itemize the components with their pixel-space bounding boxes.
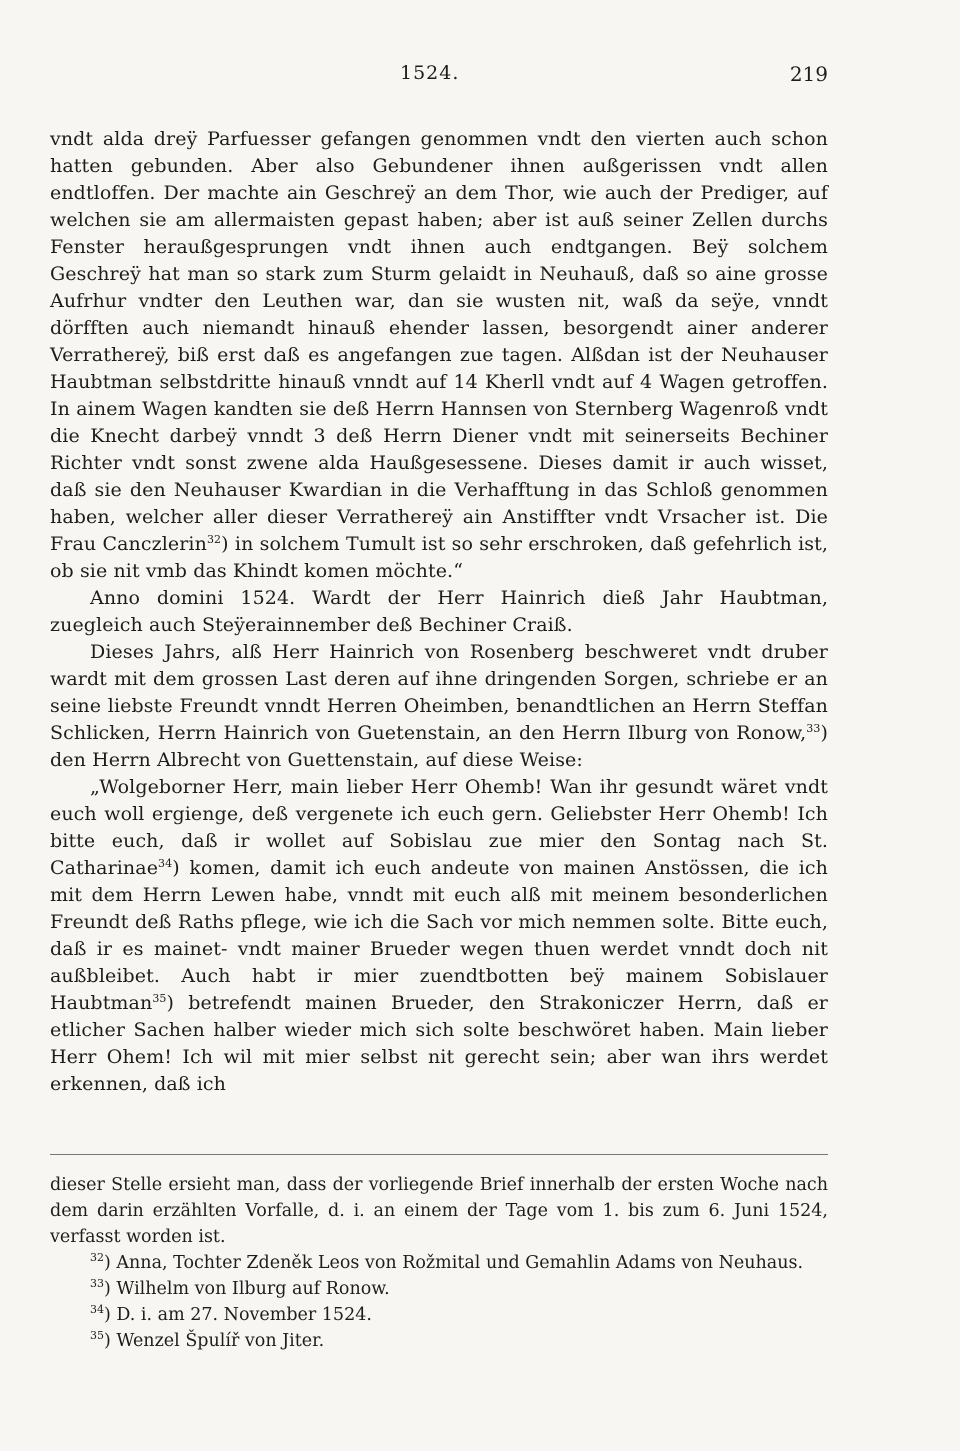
paragraph-3-text-b: ) den Herrn Albrecht von Guettenstain, auf diese Weise: <box>50 722 828 771</box>
paragraph-4-text-a: „Wolgeborner Herr, main lieber Herr Ohemb! Wan ihr gesundt wäret vndt euch woll ergienge, deß vergenete ich euch gern. Geliebster Herr Ohemb! Ich bitte euch, daß ir wollet auf Sobislau zue mier den Sontag nach St. Catharinae <box>50 776 828 879</box>
footnote-34-text: ) D. i. am 27. November 1524. <box>104 1305 372 1325</box>
footnote-ref-32: 32 <box>206 533 222 546</box>
footnote-33 <box>50 1276 828 1302</box>
footnote-33-number: 33 <box>90 1277 104 1290</box>
footnote-ref-33: 33 <box>806 722 821 735</box>
paragraph-3 <box>50 639 828 774</box>
footnote-32 <box>50 1250 828 1276</box>
paragraph-2: Anno domini 1524. Wardt der Herr Hainrich dieß Jahr Haubtman, zuegleich auch Steÿerainnember deß Bechiner Craiß. <box>50 587 828 636</box>
page-number: 219 <box>789 62 828 86</box>
footnote-32-number: 32 <box>90 1251 104 1264</box>
footnote-divider <box>50 1154 828 1155</box>
running-head-year: 1524. <box>400 62 460 84</box>
main-text <box>50 126 828 1098</box>
page-header <box>50 62 828 92</box>
footnote-continuation: dieser Stelle ersieht man, dass der vorliegende Brief innerhalb der ersten Woche nach dem darin erzählten Vorfalle, d. i. an einem der Tage vom 1. bis zum 6. Juni 1524, verfasst worden ist. <box>50 1175 828 1247</box>
footnote-35-number: 35 <box>90 1329 104 1342</box>
paragraph-4-text-b: ) komen, damit ich euch andeute von mainen Anstössen, die ich mit dem Herrn Lewen habe, vnndt mit euch alß mit meinem besonderlichen Freundt deß Raths pflege, wie ich die Sach vor mich nemmen solte. Bitte euch, daß ir es mainet- vndt mainer Brueder wegen thuen werdet vnndt doch nit außbleibet. Auch habt ir mier zuendtbotten beÿ mainem Sobislauer Haubtman <box>50 857 828 1014</box>
paragraph-4-letter <box>50 774 828 1098</box>
footnote-ref-35: 35 <box>152 992 167 1005</box>
footnote-ref-34: 34 <box>158 857 173 870</box>
footnote-32-text: ) Anna, Tochter Zdeněk Leos von Rožmital und Gemahlin Adams von Neuhaus. <box>104 1253 804 1273</box>
footnote-35-text: ) Wenzel Špulíř von Jiter. <box>104 1331 325 1351</box>
footnotes <box>50 1172 828 1354</box>
footnote-34-number: 34 <box>90 1303 104 1316</box>
paragraph-1-text-a: vndt alda dreÿ Parfuesser gefangen genommen vndt den vierten auch schon hatten gebunden. Aber also Gebundener ihnen außgerissen vndt allen endtloffen. Der machte ain Geschreÿ an dem Thor, wie auch der Prediger, auf welchen sie am allermaisten gepast haben; aber ist auß seiner Zellen durchs Fenster heraußgesprungen vndt ihnen auch endtgangen. Beÿ solchem Geschreÿ hat man so stark zum Sturm gelaidt in Neuhauß, daß so aine grosse Aufrhur vndter den Leuthen war, dan sie wusten nit, waß da seÿe, vnndt dörfften auch niemandt hinauß ehender lassen, besorgendt ainer anderer Verratherеÿ, biß erst daß es angefangen zue tagen. Alßdan ist der Neuhauser Haubtman selbstdritte hinauß vnndt auf 14 Kherll vndt auf 4 Wagen getroffen. In ainem Wagen kandten sie deß Herrn Hannsen von Sternberg Wagenroß vndt die Knecht darbeÿ vnndt 3 deß Herrn Diener vndt mit seinerseits Bechiner Richter vndt sonst zwene alda Haußgesessene. Dieses damit ir auch wisset, daß sie den Neuhauser Kwardian in die Verhafftung in das Schloß genommen haben, welcher aller dieser Verratherеÿ ain Anstiffter vndt Vrsacher ist. Die Frau Canczlerin <box>50 128 828 555</box>
paragraph-4-text-c: ) betrefendt mainen Brueder, den Strakoniczer Herrn, daß er etlicher Sachen halber wieder mich sich solte beschwöret haben. Main lieber Herr Ohem! Ich wil mit mier selbst nit gerecht sein; aber wan ihrs werdet erkennen, daß ich <box>50 992 828 1095</box>
footnote-33-text: ) Wilhelm von Ilburg auf Ronow. <box>104 1279 390 1299</box>
paragraph-1 <box>50 126 828 585</box>
paragraph-1-text-b: ) in solchem Tumult ist so sehr erschroken, daß gefehrlich ist, ob sie nit vmb das Khindt komen möchte.“ <box>50 533 828 582</box>
paragraph-3-text-a: Dieses Jahrs, alß Herr Hainrich von Rosenberg beschweret vndt druber wardt mit dem grossen Last deren auf ihne dringenden Sorgen, schriebe er an seine liebste Freundt vnndt Herren Oheimben, benandtlichen an Herrn Steffan Schlicken, Herrn Hainrich von Guetenstain, an den Herrn Ilburg von Ronow, <box>50 641 828 744</box>
footnote-35 <box>50 1328 828 1354</box>
footnote-34 <box>50 1302 828 1328</box>
